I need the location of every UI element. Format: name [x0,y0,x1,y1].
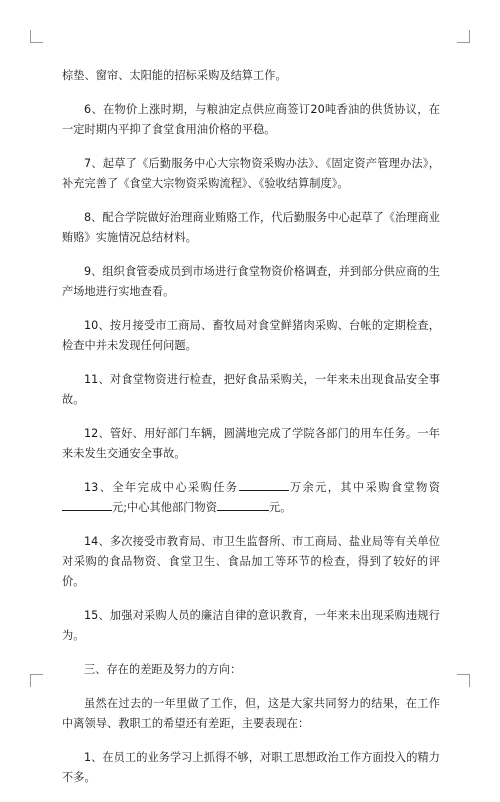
item13-text-part1: 13、全年完成中心采购任务 [84,481,239,494]
document-body [62,66,440,802]
crop-mark-bottom-left [30,674,43,687]
paragraph-item-13 [62,478,440,518]
paragraph-item-8: 8、配合学院做好治理商业贿赂工作，代后勤服务中心起草了《治理商业贿赂》实施情况总结材料。 [62,211,440,244]
item13-text-part4: 元。 [268,501,292,514]
paragraph-continuation: 棕垫、窗帘、太阳能的招标采购及结算工作。 [62,69,287,82]
fill-blank-other[interactable] [217,499,269,511]
paragraph-summary: 虽然在过去的一年里做了工作，但，这是大家共同努力的结果，在工作中离领导、教职工的希望还有差距，主要表现在： [62,697,440,730]
paragraph-item-11: 11、对食堂物资进行检查，把好食品采购关，一年来未出现食品安全事故。 [62,373,440,406]
paragraph-item-14: 14、多次接受市教育局、市卫生监督所、市工商局、盐业局等有关单位对采购的食品物资、食堂卫生、食品加工等环节的检查，得到了较好的评价。 [62,535,440,588]
paragraph-item-6: 6、在物价上涨时期，与粮油定点供应商签订20吨香油的供货协议，在一定时期内平抑了食堂食用油价格的平稳。 [62,103,440,136]
paragraph-item-10: 10、按月接受市工商局、畜牧局对食堂鲜猪肉采购、台帐的定期检查，检查中并未发现任何问题。 [62,319,440,352]
fill-blank-canteen[interactable] [62,499,112,511]
paragraph-item-9: 9、组织食管委成员到市场进行食堂物资价格调查，并到部分供应商的生产场地进行实地查看。 [62,265,440,298]
paragraph-item-12: 12、管好、用好部门车辆，圆满地完成了学院各部门的用车任务。一年来未发生交通安全事故。 [62,427,440,460]
crop-mark-top-right [457,30,470,43]
section-heading-3: 三、存在的差距及努力的方向： [84,663,242,676]
item13-text-part3: 元;中心其他部门物资 [112,501,217,514]
paragraph-shortcoming-1: 1、在员工的业务学习上抓得不够，对职工思想政治工作方面投入的精力不多。 [62,751,440,784]
paragraph-item-7: 7、起草了《后勤服务中心大宗物资采购办法》、《固定资产管理办法》，补充完善了《食堂大宗物资采购流程》、《验收结算制度》。 [62,157,440,190]
crop-mark-bottom-right [457,674,470,687]
item13-text-part2: 万余元，其中采购食堂物资 [288,481,440,494]
paragraph-item-15: 15、加强对采购人员的廉洁自律的意识教育，一年来未出现采购违规行为。 [62,609,440,642]
fill-blank-total[interactable] [239,479,289,491]
crop-mark-top-left [30,30,43,43]
